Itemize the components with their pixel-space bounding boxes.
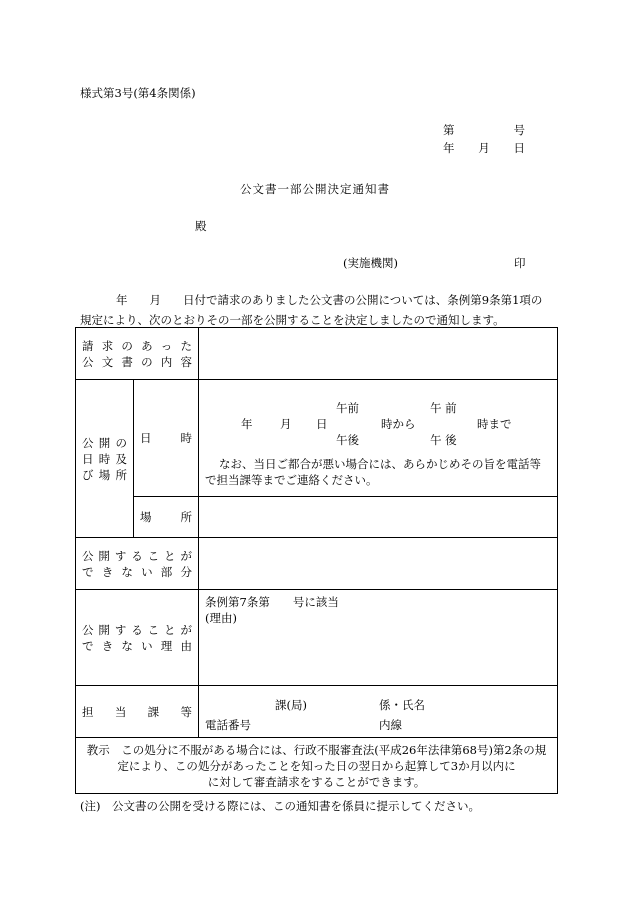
request-label-line1 <box>82 338 192 354</box>
form-code: 様式第3号(第4条関係) <box>80 86 196 100</box>
place-label <box>134 497 199 538</box>
label-char: 時 <box>180 431 192 445</box>
label-char: 文 <box>101 354 114 369</box>
label-char: が <box>180 622 192 637</box>
contact-ext: 内線 <box>379 717 402 732</box>
label-char: 内 <box>160 354 173 369</box>
label-char: び <box>82 467 94 482</box>
label-char: こ <box>147 622 160 637</box>
document-date <box>443 140 525 156</box>
nondisclosed-row <box>76 538 558 590</box>
day-label: 日 <box>513 141 525 155</box>
year-label: 年 <box>443 141 455 155</box>
month-label: 月 <box>478 141 490 155</box>
pm-label-1: 午後 <box>336 433 359 447</box>
disclosure-label <box>76 380 134 538</box>
seal-label: 印 <box>514 256 526 270</box>
label-char: き <box>101 638 114 653</box>
label-char: 開 <box>98 435 111 450</box>
label-char: と <box>164 622 176 637</box>
label-char: す <box>114 622 127 637</box>
contact-row <box>76 686 558 738</box>
go-label: 号 <box>513 123 525 137</box>
am-label-2: 午 前 <box>430 401 457 415</box>
label-char: が <box>180 548 192 563</box>
footnote: (注) 公文書の公開を受ける際には、この通知書を係員に提示してください。 <box>80 799 480 813</box>
label-char: る <box>131 622 143 637</box>
label-char: 場 <box>98 467 111 482</box>
pm-label-2: 午 後 <box>430 433 457 447</box>
nondisclosed-field[interactable] <box>199 538 558 590</box>
label-char: た <box>180 338 192 353</box>
request-content-field[interactable] <box>199 328 558 380</box>
addressee-suffix: 殿 <box>195 219 207 233</box>
issuer-label: (実施機関) <box>343 256 398 270</box>
label-char: 理 <box>160 638 173 653</box>
label-char: 公 <box>82 354 94 369</box>
label-char: 日 <box>140 431 152 445</box>
contact-phone: 電話番号 <box>205 717 251 732</box>
label-char: 公 <box>82 435 94 450</box>
label-char: 等 <box>180 704 192 719</box>
contact-field[interactable] <box>199 686 558 738</box>
intro-year: 年 <box>116 293 128 307</box>
intro-line2: 規定により、次のとおりその一部を公開することを決定しましたので通知します。 <box>80 313 505 327</box>
datetime-field[interactable] <box>199 380 558 497</box>
label-char: あ <box>141 338 153 353</box>
label-char: こ <box>147 548 160 563</box>
intro-day-text: 日付で請求のありました公文書の公開については、条例第9条第1項の <box>183 293 543 307</box>
place-row <box>76 497 558 538</box>
dt-month: 月 <box>280 417 292 431</box>
dt-year: 年 <box>241 417 253 431</box>
label-char: 公 <box>82 622 94 637</box>
label-char: 担 <box>82 704 94 719</box>
label-char: 日 <box>82 451 94 466</box>
label-char: の <box>115 435 127 450</box>
contact-label <box>76 686 199 738</box>
teaching-text: 教示 この処分に不服がある場合には、行政不服審査法(平成26年法律第68号)第2条の規 定により、この処分があったことを知った日の翌日から起算して3か月以内に に対して審査請求をすることができます。 <box>76 738 558 794</box>
place-field[interactable] <box>199 497 558 538</box>
label-char: と <box>164 548 176 563</box>
reason-article: 条例第7条第 号に該当 <box>205 595 339 609</box>
contact-section: 課(局) <box>275 697 307 712</box>
reason-label <box>76 590 199 686</box>
label-char: っ <box>160 338 173 353</box>
label-char: す <box>114 548 127 563</box>
dt-day: 日 <box>316 417 328 431</box>
intro-text <box>80 290 558 330</box>
request-label-line2 <box>82 354 192 370</box>
label-char: な <box>121 564 133 579</box>
label-char: で <box>82 638 94 653</box>
label-char: な <box>121 638 133 653</box>
label-char: 請 <box>82 338 94 353</box>
label-char: 開 <box>98 622 110 637</box>
label-char: 容 <box>180 354 192 369</box>
label-char: 所 <box>180 510 192 524</box>
label-char: 及 <box>115 451 127 466</box>
datetime-notice: なお、当日ご都合が悪い場合には、あらかじめその旨を電話等 で担当課等までご連絡ください。 <box>205 457 541 487</box>
dai-label: 第 <box>443 123 455 137</box>
notice-form-table <box>75 327 558 794</box>
label-char: 当 <box>114 704 127 719</box>
label-char: 分 <box>180 564 192 579</box>
datetime-row <box>76 380 558 497</box>
datetime-label <box>134 380 199 497</box>
label-char: 由 <box>180 638 192 653</box>
document-number <box>443 122 525 138</box>
label-char: で <box>82 564 94 579</box>
label-char: き <box>101 564 114 579</box>
reason-row <box>76 590 558 686</box>
label-char: 場 <box>140 510 152 524</box>
dt-from: 時から <box>381 417 416 431</box>
label-char: 時 <box>98 451 111 466</box>
reason-tag: (理由) <box>205 611 237 625</box>
label-char: 書 <box>121 354 133 369</box>
reason-field[interactable] <box>199 590 558 686</box>
label-char: 所 <box>115 467 127 482</box>
contact-staff: 係・氏名 <box>379 697 425 712</box>
teaching-row <box>76 738 558 794</box>
label-char: い <box>141 564 153 579</box>
am-label-1: 午前 <box>336 401 359 415</box>
label-char: 求 <box>101 338 114 353</box>
label-char: 課 <box>147 704 160 719</box>
label-char: い <box>141 638 153 653</box>
document-title: 公文書一部公開決定通知書 <box>240 182 390 196</box>
nondisclosed-label <box>76 538 199 590</box>
request-label <box>76 328 199 380</box>
label-char: 開 <box>98 548 110 563</box>
label-char: 公 <box>82 548 94 563</box>
request-row <box>76 328 558 380</box>
label-char: の <box>121 338 133 353</box>
label-char: る <box>131 548 143 563</box>
intro-month: 月 <box>149 293 161 307</box>
label-char: 部 <box>160 564 173 579</box>
dt-until: 時まで <box>477 417 512 431</box>
label-char: の <box>141 354 153 369</box>
